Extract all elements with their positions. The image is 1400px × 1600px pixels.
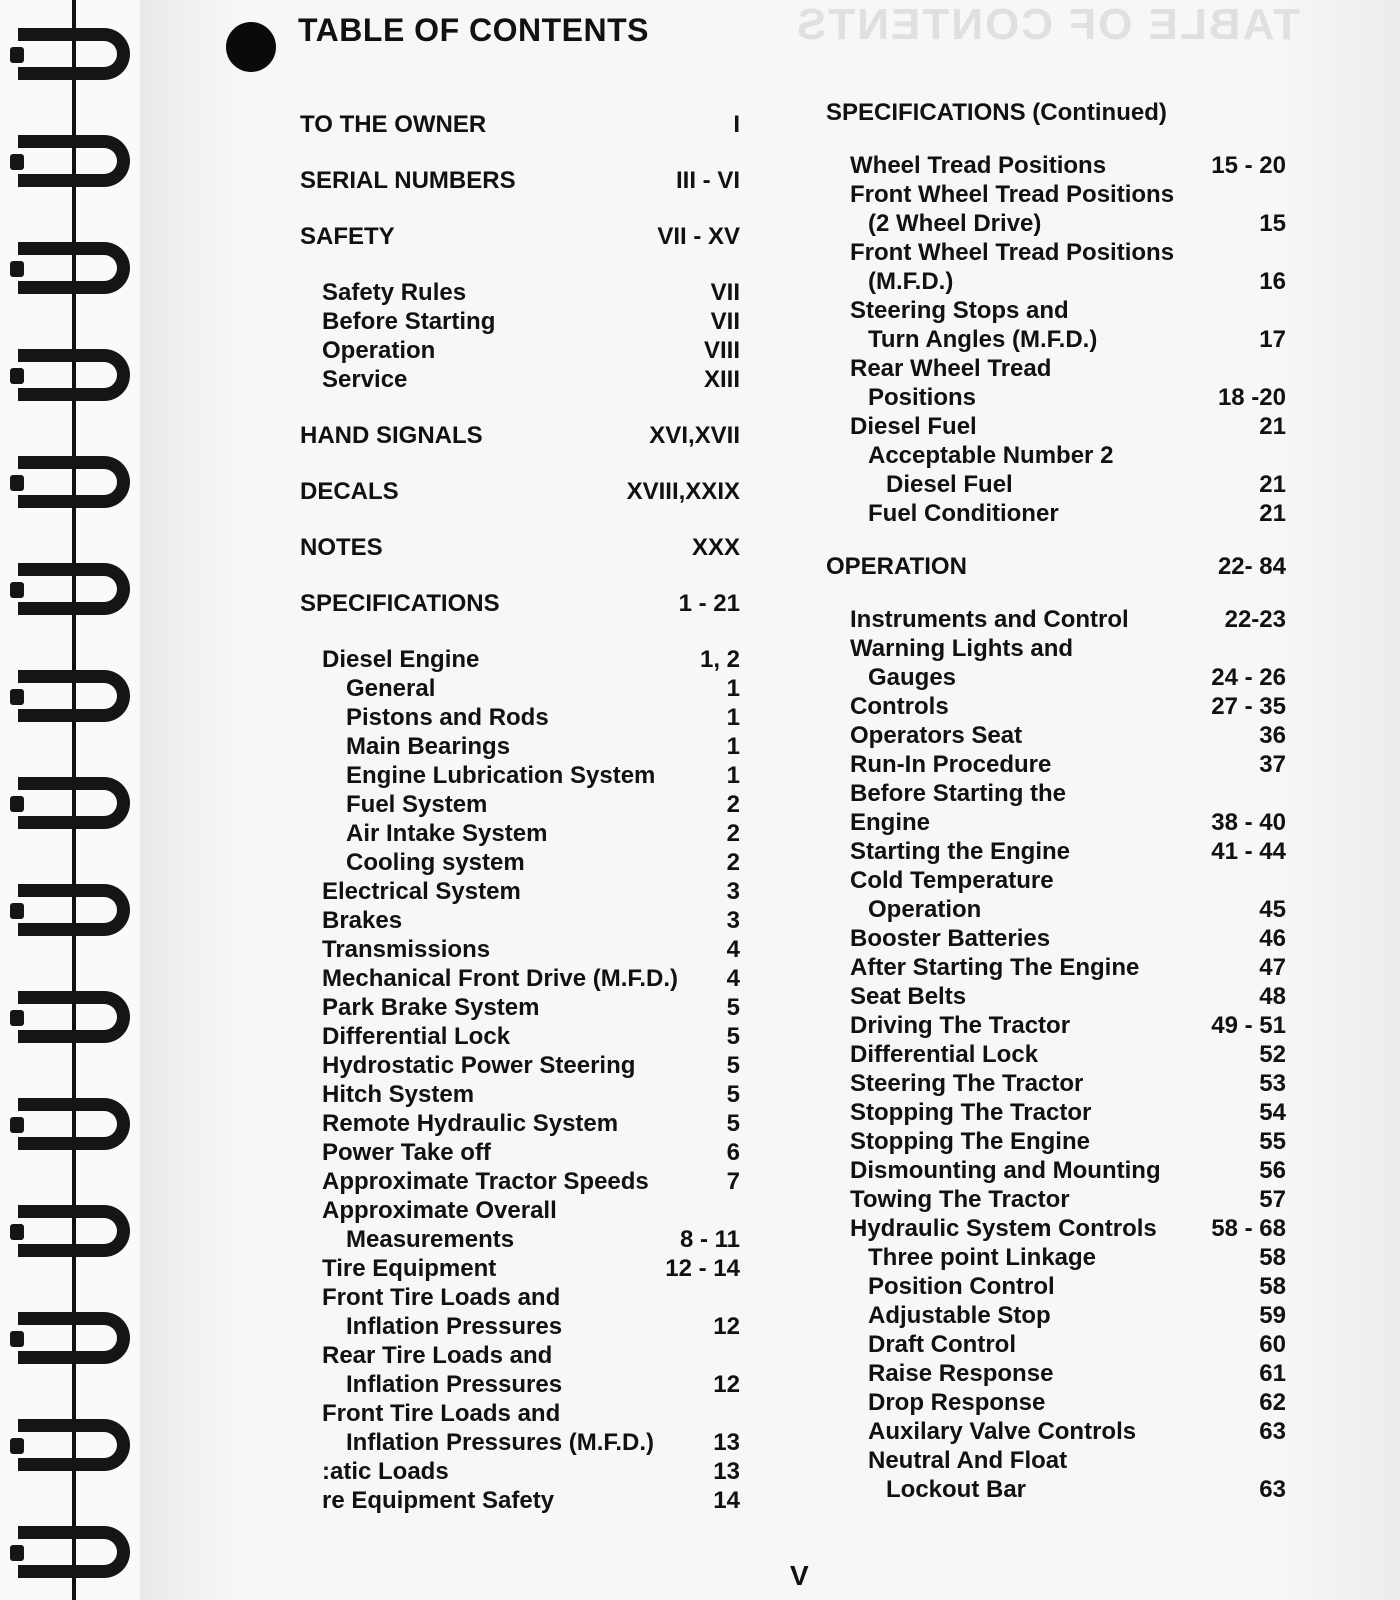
left-column: [300, 110, 740, 1515]
toc-entry-page: XVIII,XXIX: [626, 478, 740, 505]
toc-entry: [300, 1109, 740, 1138]
toc-entry: [300, 307, 740, 336]
page-title: TABLE OF CONTENTS: [298, 12, 649, 48]
toc-entry-page: I: [733, 111, 740, 138]
toc-entry-label: Engine: [850, 809, 931, 836]
toc-entry: [826, 634, 1286, 663]
toc-entry-page: 2: [726, 791, 740, 818]
binding-coil: [18, 1205, 130, 1257]
toc-entry: [300, 1225, 740, 1254]
toc-entry-page: 3: [726, 878, 740, 905]
toc-entry: [300, 674, 740, 703]
page-number: V: [790, 1560, 809, 1591]
toc-entry-page: 21: [1259, 413, 1286, 440]
toc-entry-label: Remote Hydraulic System: [322, 1110, 619, 1137]
toc-entry-label: Cold Temperature: [850, 867, 1054, 894]
toc-entry-label: Neutral And Float: [868, 1447, 1068, 1474]
toc-entry: [300, 1399, 740, 1428]
toc-entry-label: Front Tire Loads and: [322, 1400, 561, 1427]
toc-section: [300, 166, 740, 195]
toc-entry-label: Air Intake System: [346, 820, 548, 847]
toc-entry-page: VII: [710, 308, 740, 335]
toc-entry: [826, 866, 1286, 895]
toc-entry: [826, 808, 1286, 837]
toc-entry-page: 1, 2: [699, 646, 740, 673]
toc-entry-label: Transmissions: [322, 936, 491, 963]
binding-coil: [18, 135, 130, 187]
toc-entry-page: 1: [726, 704, 740, 731]
toc-entry-page: 58: [1259, 1244, 1286, 1271]
toc-entry-label: OPERATION: [826, 553, 967, 580]
toc-entry-page: 46: [1259, 925, 1286, 952]
toc-entry-label: After Starting The Engine: [850, 954, 1140, 981]
toc-entry-page: 1 - 21: [678, 590, 740, 617]
toc-entry-page: 5: [726, 1052, 740, 1079]
toc-entry: [826, 924, 1286, 953]
toc-entry: [300, 848, 740, 877]
binding-coil: [18, 991, 130, 1043]
toc-entry-label: Service: [322, 366, 408, 393]
binding-coil: [18, 563, 130, 615]
right-column: [826, 98, 1286, 1504]
toc-entry-label: Diesel Fuel: [850, 413, 977, 440]
toc-section: [300, 589, 740, 618]
toc-entry-page: 6: [726, 1139, 740, 1166]
toc-entry-page: 60: [1259, 1331, 1286, 1358]
toc-entry: [826, 412, 1286, 441]
toc-entry-label: Positions: [868, 384, 977, 411]
toc-section: [300, 477, 740, 506]
toc-entry-page: 21: [1259, 471, 1286, 498]
toc-entry-label: Brakes: [322, 907, 403, 934]
toc-entry-label: Draft Control: [868, 1331, 1016, 1358]
bleed-through-text: TABLE OF CONTENTS: [795, 0, 1300, 49]
toc-entry-page: 41 - 44: [1211, 838, 1286, 865]
toc-entry-page: 63: [1259, 1418, 1286, 1445]
binding-coil: [18, 1419, 130, 1471]
toc-entry: [826, 441, 1286, 470]
toc-entry-label: SERIAL NUMBERS: [300, 167, 516, 194]
toc-entry-label: HAND SIGNALS: [300, 422, 483, 449]
toc-entry-page: 2: [726, 849, 740, 876]
toc-entry-page: 1: [726, 733, 740, 760]
toc-entry: [826, 238, 1286, 267]
toc-entry-label: Before Starting the: [850, 780, 1067, 807]
toc-section: [300, 533, 740, 562]
toc-entry-label: NOTES: [300, 534, 383, 561]
toc-entry: [826, 1011, 1286, 1040]
toc-entry-label: General: [346, 675, 436, 702]
toc-entry: [300, 906, 740, 935]
toc-entry-page: 4: [726, 965, 740, 992]
toc-entry-label: Starting the Engine: [850, 838, 1071, 865]
toc-entry-label: Stopping The Tractor: [850, 1099, 1092, 1126]
toc-entry: [826, 1156, 1286, 1185]
toc-entry-label: Instruments and Control: [850, 606, 1129, 633]
toc-entry-page: 53: [1259, 1070, 1286, 1097]
toc-entry-label: Booster Batteries: [850, 925, 1051, 952]
binding-coil: [18, 1312, 130, 1364]
toc-entry-page: 2: [726, 820, 740, 847]
toc-entry-page: 22- 84: [1217, 553, 1286, 580]
toc-section: [300, 110, 740, 139]
toc-entry-page: VII - XV: [657, 223, 740, 250]
toc-entry-label: Pistons and Rods: [346, 704, 549, 731]
toc-entry: [300, 819, 740, 848]
toc-entry-label: Warning Lights and: [850, 635, 1074, 662]
toc-entry-page: 59: [1259, 1302, 1286, 1329]
toc-entry-label: Fuel Conditioner: [868, 500, 1059, 527]
toc-entry: [826, 837, 1286, 866]
toc-entry-label: Operation: [868, 896, 982, 923]
toc-entry-label: (M.F.D.): [868, 268, 954, 295]
binding-coil: [18, 1098, 130, 1150]
toc-entry-label: Gauges: [868, 664, 957, 691]
toc-entry-page: 15 - 20: [1211, 152, 1286, 179]
toc-entry-label: Measurements: [346, 1226, 515, 1253]
toc-entry-page: 12 - 14: [665, 1255, 740, 1282]
toc-entry-page: 3: [726, 907, 740, 934]
toc-entry-label: Fuel System: [346, 791, 488, 818]
toc-entry-page: 12: [713, 1371, 740, 1398]
toc-entry-label: Stopping The Engine: [850, 1128, 1090, 1155]
toc-entry-label: Position Control: [868, 1273, 1055, 1300]
toc-section: [300, 222, 740, 251]
toc-entry: [826, 779, 1286, 808]
toc-entry: [826, 953, 1286, 982]
toc-entry: [300, 1283, 740, 1312]
toc-entry-label: Hitch System: [322, 1081, 475, 1108]
toc-entry: [300, 877, 740, 906]
toc-entry-page: 58 - 68: [1211, 1215, 1286, 1242]
toc-entry: [826, 1417, 1286, 1446]
toc-entry-page: 22-23: [1224, 606, 1286, 633]
toc-entry-page: 63: [1259, 1476, 1286, 1503]
toc-entry: [300, 336, 740, 365]
toc-entry: [300, 993, 740, 1022]
toc-entry: [826, 1301, 1286, 1330]
toc-entry: [826, 180, 1286, 209]
toc-entry-page: 5: [726, 1110, 740, 1137]
toc-entry-label: Mechanical Front Drive (M.F.D.): [322, 965, 679, 992]
toc-entry-page: XIII: [703, 366, 740, 393]
toc-entry-label: Wheel Tread Positions: [850, 152, 1107, 179]
toc-entry-page: 1: [726, 762, 740, 789]
toc-entry-label: Approximate Overall: [322, 1197, 557, 1224]
spiral-binding: [0, 0, 140, 1600]
toc-entry-label: Driving The Tractor: [850, 1012, 1071, 1039]
toc-entry: [826, 151, 1286, 180]
toc-entry: [300, 732, 740, 761]
toc-entry-label: Diesel Fuel: [886, 471, 1013, 498]
toc-entry: [826, 1127, 1286, 1156]
toc-entry-label: Lockout Bar: [886, 1476, 1027, 1503]
toc-entry-label: Drop Response: [868, 1389, 1046, 1416]
toc-entry: [826, 895, 1286, 924]
toc-entry-label: Front Wheel Tread Positions: [850, 181, 1175, 208]
toc-entry-label: Tire Equipment: [322, 1255, 497, 1282]
toc-entry-label: Hydraulic System Controls: [850, 1215, 1157, 1242]
binding-coil: [18, 242, 130, 294]
toc-entry-page: VIII: [703, 337, 740, 364]
toc-entry: [826, 1475, 1286, 1504]
toc-entry-page: 38 - 40: [1211, 809, 1286, 836]
toc-entry-label: Acceptable Number 2: [868, 442, 1114, 469]
toc-entry-label: Controls: [850, 693, 949, 720]
toc-entry: [300, 278, 740, 307]
toc-entry-label: Inflation Pressures: [346, 1313, 563, 1340]
toc-entry-page: 8 - 11: [679, 1226, 740, 1253]
toc-entry-label: Hydrostatic Power Steering: [322, 1052, 636, 1079]
toc-entry: [826, 1040, 1286, 1069]
toc-entry-page: 13: [713, 1458, 740, 1485]
toc-entry: [826, 1330, 1286, 1359]
toc-entry-page: VII: [710, 279, 740, 306]
toc-entry-page: 4: [726, 936, 740, 963]
toc-entry-page: 24 - 26: [1211, 664, 1286, 691]
toc-entry-label: Inflation Pressures (M.F.D.): [346, 1429, 655, 1456]
toc-entry: [300, 1486, 740, 1515]
toc-entry: [826, 470, 1286, 499]
toc-entry-page: 5: [726, 994, 740, 1021]
toc-entry-label: Auxilary Valve Controls: [868, 1418, 1137, 1445]
toc-entry-page: 17: [1259, 326, 1286, 353]
toc-entry-label: (2 Wheel Drive): [868, 210, 1042, 237]
toc-entry: [300, 1457, 740, 1486]
toc-entry-label: Operators Seat: [850, 722, 1023, 749]
toc-entry-page: 36: [1259, 722, 1286, 749]
toc-entry: [300, 935, 740, 964]
toc-entry-label: Main Bearings: [346, 733, 511, 760]
toc-entry-page: 47: [1259, 954, 1286, 981]
binding-coil: [18, 456, 130, 508]
toc-entry-page: 58: [1259, 1273, 1286, 1300]
binding-coil: [18, 349, 130, 401]
toc-entry: [826, 325, 1286, 354]
binding-coil: [18, 777, 130, 829]
toc-entry-label: Before Starting: [322, 308, 496, 335]
toc-entry: [826, 663, 1286, 692]
toc-entry: [826, 499, 1286, 528]
toc-entry-label: SPECIFICATIONS (Continued): [826, 99, 1167, 126]
toc-entry-page: 21: [1259, 500, 1286, 527]
toc-entry-label: Electrical System: [322, 878, 521, 905]
toc-entry-page: 5: [726, 1023, 740, 1050]
toc-entry: [300, 703, 740, 732]
toc-entry-label: DECALS: [300, 478, 399, 505]
toc-entry-label: Seat Belts: [850, 983, 967, 1010]
toc-entry-label: Front Wheel Tread Positions: [850, 239, 1175, 266]
toc-entry-page: 55: [1259, 1128, 1286, 1155]
toc-entry-page: 12: [713, 1313, 740, 1340]
toc-entry: [826, 1098, 1286, 1127]
toc-entry: [300, 1051, 740, 1080]
toc-entry: [826, 692, 1286, 721]
toc-entry: [300, 761, 740, 790]
toc-entry: [300, 1080, 740, 1109]
toc-entry: [300, 645, 740, 674]
toc-entry: [826, 1185, 1286, 1214]
toc-entry: [826, 982, 1286, 1011]
toc-entry-page: 5: [726, 1081, 740, 1108]
bullet-icon: [226, 22, 276, 72]
toc-entry-page: 45: [1259, 896, 1286, 923]
toc-entry: [826, 267, 1286, 296]
toc-entry-label: Dismounting and Mounting: [850, 1157, 1161, 1184]
toc-entry-page: 61: [1259, 1360, 1286, 1387]
toc-entry-label: Turn Angles (M.F.D.): [868, 326, 1098, 353]
toc-entry-label: :atic Loads: [322, 1458, 449, 1485]
toc-entry-label: TO THE OWNER: [300, 111, 487, 138]
toc-entry: [826, 605, 1286, 634]
toc-entry: [826, 296, 1286, 325]
toc-entry: [826, 383, 1286, 412]
toc-entry-page: XVI,XVII: [649, 422, 740, 449]
toc-entry: [826, 1069, 1286, 1098]
toc-entry-page: 16: [1259, 268, 1286, 295]
toc-entry: [826, 354, 1286, 383]
toc-entry-label: Steering Stops and: [850, 297, 1069, 324]
toc-entry: [300, 1196, 740, 1225]
toc-entry: [826, 209, 1286, 238]
toc-entry: [300, 1167, 740, 1196]
toc-entry-label: Safety Rules: [322, 279, 467, 306]
toc-entry: [300, 1370, 740, 1399]
toc-entry-label: Run-In Procedure: [850, 751, 1052, 778]
toc-entry-label: Engine Lubrication System: [346, 762, 656, 789]
toc-entry-label: Towing The Tractor: [850, 1186, 1070, 1213]
toc-entry: [300, 1254, 740, 1283]
toc-section: [300, 421, 740, 450]
toc-entry: [826, 1272, 1286, 1301]
toc-entry-label: Diesel Engine: [322, 646, 480, 673]
binding-coil: [18, 1526, 130, 1578]
toc-entry-label: Differential Lock: [850, 1041, 1039, 1068]
toc-entry: [300, 1022, 740, 1051]
toc-entry-page: 13: [713, 1429, 740, 1456]
toc-entry: [300, 1138, 740, 1167]
toc-entry: [300, 365, 740, 394]
toc-entry-label: Power Take off: [322, 1139, 491, 1166]
toc-entry: [826, 1214, 1286, 1243]
toc-entry-page: 48: [1259, 983, 1286, 1010]
toc-entry-label: Steering The Tractor: [850, 1070, 1084, 1097]
toc-entry-page: 18 -20: [1217, 384, 1286, 411]
toc-entry-page: 37: [1259, 751, 1286, 778]
toc-entry: [826, 1359, 1286, 1388]
toc-section: [826, 552, 1286, 581]
toc-entry-label: Park Brake System: [322, 994, 540, 1021]
toc-entry-label: Rear Tire Loads and: [322, 1342, 553, 1369]
toc-entry-label: Operation: [322, 337, 436, 364]
toc-entry: [826, 1446, 1286, 1475]
toc-entry: [300, 1428, 740, 1457]
toc-entry-page: 27 - 35: [1211, 693, 1286, 720]
toc-entry-label: Rear Wheel Tread: [850, 355, 1052, 382]
binding-coil: [18, 884, 130, 936]
toc-entry-label: SAFETY: [300, 223, 395, 250]
toc-entry-page: III - VI: [675, 167, 740, 194]
toc-entry-label: Approximate Tractor Speeds: [322, 1168, 649, 1195]
toc-section: [826, 98, 1286, 127]
toc-entry: [826, 1243, 1286, 1272]
toc-entry-page: 52: [1259, 1041, 1286, 1068]
toc-entry-page: 54: [1259, 1099, 1286, 1126]
toc-entry-page: 57: [1259, 1186, 1286, 1213]
toc-entry: [826, 750, 1286, 779]
toc-entry-label: re Equipment Safety: [322, 1487, 555, 1514]
toc-entry-label: Front Tire Loads and: [322, 1284, 561, 1311]
toc-entry: [300, 964, 740, 993]
toc-entry-page: 56: [1259, 1157, 1286, 1184]
toc-entry-label: Inflation Pressures: [346, 1371, 563, 1398]
toc-entry-page: 49 - 51: [1211, 1012, 1286, 1039]
binding-coil: [18, 28, 130, 80]
toc-entry-page: 14: [713, 1487, 740, 1514]
toc-entry: [300, 1341, 740, 1370]
toc-entry-page: 62: [1259, 1389, 1286, 1416]
toc-entry-page: XXX: [691, 534, 740, 561]
toc-entry-label: Cooling system: [346, 849, 525, 876]
toc-entry-label: Raise Response: [868, 1360, 1054, 1387]
toc-entry-label: Three point Linkage: [868, 1244, 1097, 1271]
binding-coil: [18, 670, 130, 722]
toc-entry: [826, 721, 1286, 750]
toc-entry: [826, 1388, 1286, 1417]
toc-entry-label: Adjustable Stop: [868, 1302, 1051, 1329]
toc-entry-page: 1: [726, 675, 740, 702]
toc-entry-page: 7: [726, 1168, 740, 1195]
toc-entry-label: SPECIFICATIONS: [300, 590, 500, 617]
toc-entry: [300, 790, 740, 819]
toc-entry-page: 15: [1259, 210, 1286, 237]
toc-entry-label: Differential Lock: [322, 1023, 511, 1050]
toc-entry: [300, 1312, 740, 1341]
